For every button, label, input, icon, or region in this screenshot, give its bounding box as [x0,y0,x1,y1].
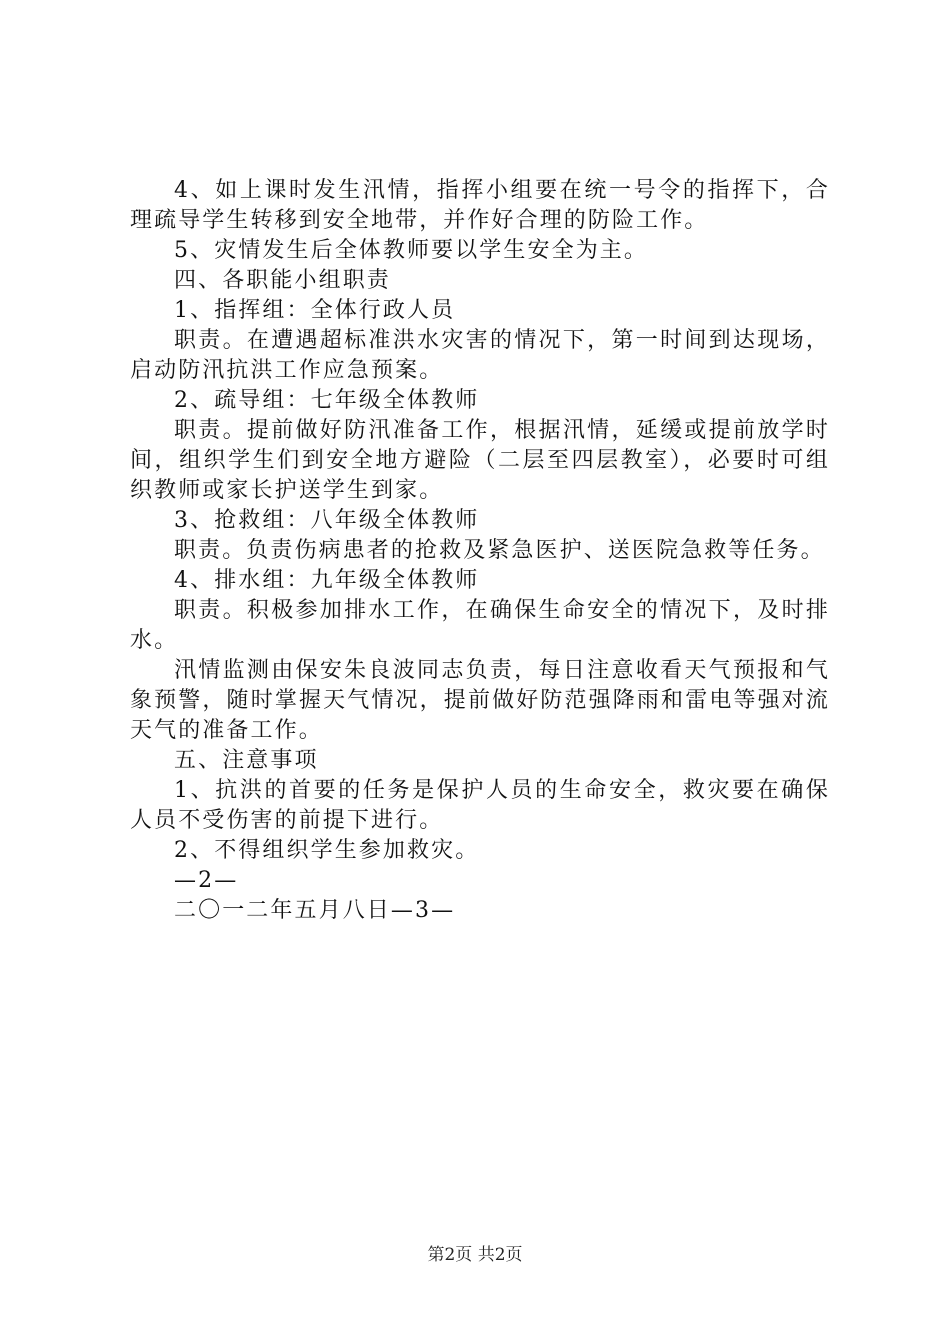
section-heading-group-duties: 四、各职能小组职责 [174,268,391,293]
section-heading-notes: 五、注意事项 [174,748,319,773]
inline-page-marker-2: —2— [174,868,239,893]
date-line: 二〇一二年五月八日—3— [174,898,456,923]
paragraph-command-group: 1、指挥组：全体行政人员 [174,298,456,323]
paragraph-drainage-group-duty: 职责。积极参加排水工作，在确保生命安全的情况下，及时排水。 [130,598,830,653]
paragraph-item-4-flood-during-class: 4、如上课时发生汛情，指挥小组要在统一号令的指挥下，合理疏导学生转移到安全地带，并作好合理的防险工作。 [130,178,830,233]
paragraph-drainage-group: 4、排水组：九年级全体教师 [174,568,480,593]
paragraph-rescue-group: 3、抢救组：八年级全体教师 [174,508,480,533]
paragraph-guidance-group: 2、疏导组：七年级全体教师 [174,388,480,413]
paragraph-item-5-student-safety: 5、灾情发生后全体教师要以学生安全为主。 [174,238,648,263]
paragraph-command-group-duty: 职责。在遭遇超标准洪水灾害的情况下，第一时间到达现场，启动防汛抗洪工作应急预案。 [130,328,830,383]
document-body [130,176,830,926]
paragraph-rescue-group-duty: 职责。负责伤病患者的抢救及紧急医护、送医院急救等任务。 [174,538,825,563]
paragraph-note-1: 1、抗洪的首要的任务是保护人员的生命安全，救灾要在确保人员不受伤害的前提下进行。 [130,778,830,833]
paragraph-note-2: 2、不得组织学生参加救灾。 [174,838,480,863]
page-footer: 第2页 共2页 [427,1245,523,1265]
paragraph-guidance-group-duty: 职责。提前做好防汛准备工作，根据汛情，延缓或提前放学时间，组织学生们到安全地方避险（二层至四层教室），必要时可组织教师或家长护送学生到家。 [130,418,830,503]
paragraph-flood-monitoring: 汛情监测由保安朱良波同志负责，每日注意收看天气预报和气象预警，随时掌握天气情况，提前做好防范强降雨和雷电等强对流天气的准备工作。 [130,658,830,743]
